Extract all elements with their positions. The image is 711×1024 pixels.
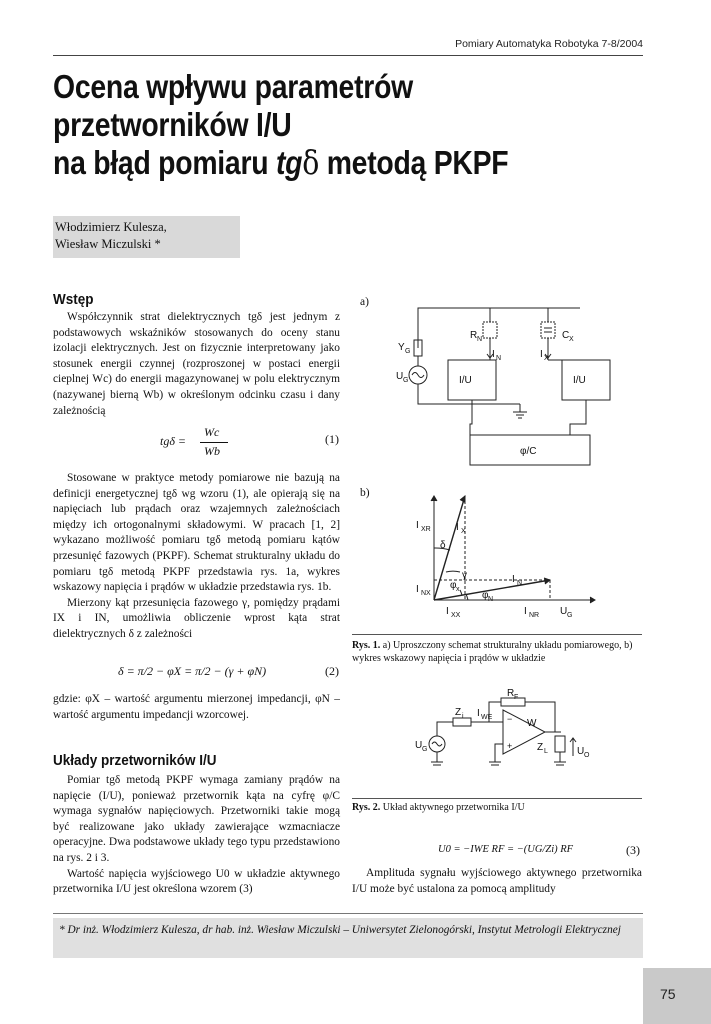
label-ix: I: [540, 349, 543, 360]
figure-2-opamp-circuit: [405, 686, 605, 786]
capacitor-cx: [541, 322, 555, 338]
label-b-in: I: [512, 574, 515, 585]
page-number-box: [643, 968, 711, 1024]
fig2-caption-text: Układ aktywnego przetwornika I/U: [382, 802, 525, 813]
label-inx: I: [416, 584, 419, 595]
fig2-label-w: W: [527, 718, 537, 729]
fig1-caption-text: a) Uproszczony schemat strukturalny układu pomiarowego, b) wykres wskazowy napięcia i prądów w układzie: [352, 640, 633, 664]
title-tg: tg: [275, 144, 303, 181]
fig2-caption-rule: [352, 798, 642, 799]
title-line-3-pre: na błąd pomiaru: [53, 144, 276, 181]
fig2-label-ug: U: [415, 740, 423, 751]
fig1a-wire-top: [418, 308, 580, 336]
author-2: Wiesław Miczulski *: [55, 237, 161, 251]
title-line-1: Ocena wpływu parametrów: [53, 68, 413, 105]
fig1a-label: a): [360, 296, 369, 308]
fig2-label-zi-sub: i: [462, 713, 464, 720]
svg-text:−: −: [507, 714, 513, 724]
label-ixx-sub: XX: [451, 612, 461, 619]
eq1-lhs: tgδ =: [160, 434, 187, 448]
intro-p1: Współczynnik strat dielektrycznych tgδ jest jednym z podstawowych wskaźników stosowanych do oceny stanu izolacji elektrycznych. Jest on fizycznie interpretowany jako stosunek energii czynnej (rozproszonej w postaci energii cieplnej Wc) do energii magazynowanej w polu elektrycznym (nazywanej bierną Wb) w określonym odcinku czasu i dany zależnością: [53, 311, 340, 417]
title-delta: δ: [302, 143, 320, 182]
eq2-text: δ = π/2 − φX = π/2 − (γ + φN): [118, 664, 267, 678]
fig1-caption-rule: [352, 634, 642, 635]
label-delta: δ: [440, 540, 446, 551]
footnote: * Dr inż. Włodzimierz Kulesza, dr hab. inż. Wiesław Miczulski – Uniwersytet Zielonogórski, Instytut Metrologii Elektrycznej: [53, 918, 643, 958]
fig2-label-ug-sub: G: [422, 746, 428, 753]
equation-1: [160, 425, 340, 461]
label-iu-right: I/U: [573, 375, 586, 386]
label-ixx: I: [446, 606, 449, 617]
fig2-zl: [555, 736, 565, 752]
footnote-rule: [53, 913, 643, 914]
label-phix: φ: [450, 580, 457, 591]
converters-p2: Wartość napięcia wyjściowego U0 w układzie aktywnego przetwornika I/U jest określona wzorem (3): [53, 867, 340, 896]
section-heading-converters: Układy przetworników I/U: [53, 752, 217, 769]
label-phi-c: φ/C: [520, 446, 537, 457]
fig2-label-iwe-sub: WE: [481, 714, 493, 721]
fig2-label-rf-sub: F: [514, 694, 519, 701]
label-yg-sub: G: [405, 348, 411, 355]
header-rule: [53, 55, 643, 56]
right-column-paragraph: [352, 866, 642, 897]
iu-box-left: [448, 360, 496, 400]
label-in: I: [492, 349, 495, 360]
resistor-rn: [483, 322, 497, 338]
eq1-numerator: Wc: [204, 425, 220, 439]
label-ix-sub: X: [544, 355, 549, 362]
intro-paragraph-2: [53, 471, 340, 643]
label-cx-sub: X: [569, 336, 574, 343]
fig2-label-iwe: I: [477, 708, 480, 719]
eq1-number: (1): [325, 432, 339, 446]
authors-box: [53, 216, 240, 258]
section-heading-intro: Wstęp: [53, 291, 94, 308]
fig2-label-u0-sub: O: [584, 752, 590, 759]
iu-box-right: [562, 360, 610, 400]
figure-1a-schematic: [370, 300, 640, 470]
label-cx: C: [562, 330, 570, 341]
article-title: [53, 68, 569, 182]
label-ug-sub: G: [403, 377, 409, 384]
journal-header: Pomiary Automatyka Robotyka 7-8/2004: [455, 38, 643, 50]
title-line-2: przetworników I/U: [53, 106, 292, 143]
label-b-in-sub: N: [517, 580, 523, 587]
fig2-caption-label: Rys. 2.: [352, 802, 381, 813]
label-b-ug: U: [560, 606, 568, 617]
title-line-3: [53, 144, 569, 182]
figure-1b-phasor-diagram: [410, 490, 610, 622]
fig2-label-zl: Z: [537, 742, 544, 753]
label-ixr: I: [416, 520, 419, 531]
label-inr: I: [524, 606, 527, 617]
intro-p4: gdzie: φX – wartość argumentu mierzonej impedancji, φN – wartość argumentu impedancji wzorcowej.: [53, 693, 340, 721]
figure-1-caption: [352, 640, 642, 665]
svg-text:+: +: [507, 741, 513, 751]
page-number: 75: [660, 986, 676, 1002]
eq1-fraction-bar: [200, 442, 228, 443]
intro-paragraph-1: [53, 310, 340, 419]
label-ug: U: [396, 371, 404, 382]
eq1-denominator: Wb: [204, 444, 220, 458]
eq2-number: (2): [325, 664, 339, 678]
author-1: Włodzimierz Kulesza,: [55, 220, 167, 234]
label-iu-left: I/U: [459, 375, 472, 386]
label-gamma: γ: [462, 570, 467, 581]
fig1b-label: b): [360, 487, 370, 499]
label-phin: φ: [482, 590, 489, 601]
fig2-label-rf: R: [507, 688, 515, 699]
equation-3: [438, 840, 642, 866]
label-phin-sub: N: [488, 596, 494, 603]
label-b-ix: I: [456, 522, 459, 533]
fig1-caption-label: Rys. 1.: [352, 640, 381, 651]
title-line-3-post: metodą PKPF: [319, 144, 509, 181]
converters-p1: Pomiar tgδ metodą PKPF wymaga zamiany prądów na napięcie (I/U), ponieważ przetwornik kąta na cyfrę φ/C wymaga sygnałów napięciowych. Przetworniki takie mogą być realizowane jako układy zawierające wzmacniacze operacyjne. Dwa podstawowe układy tego typu przedstawiono na rys. 2 i 3.: [53, 774, 340, 864]
right-p1: Amplituda sygnału wyjściowego aktywnego przetwornika I/U może być ustalona za pomocą amplitudy: [352, 867, 642, 895]
converters-paragraphs: [53, 773, 340, 898]
equation-2: [118, 660, 340, 690]
label-in-sub: N: [496, 355, 502, 362]
label-phix-sub: x: [456, 586, 460, 593]
eq3-number: (3): [626, 843, 640, 857]
label-rn-sub: N: [477, 336, 483, 343]
label-rn: R: [470, 330, 478, 341]
label-b-ix-sub: X: [461, 528, 466, 535]
intro-p3: Mierzony kąt przesunięcia fazowego γ, pomiędzy prądami IX i IN, umożliwia obliczenie wprost kąta strat dielektrycznych δ z zależności: [53, 596, 340, 640]
intro-paragraph-3: [53, 692, 340, 723]
label-b-ug-sub: G: [567, 612, 573, 619]
eq3-text: U0 = −IWE RF = −(UG/Zi) RF: [438, 844, 574, 855]
label-inx-sub: NX: [421, 590, 431, 597]
figure-2-caption: [352, 802, 642, 815]
intro-p2: Stosowane w praktyce metody pomiarowe nie bazują na definicji energetycznej tgδ wg wzoru (1), ale opierają się na napięciach lub prądach oraz wzajemnych zależnościach między ich ortogonalnymi składowymi. W pracach [1, 2] wykazano możliwość pomiaru tgδ metodą pomiaru kątów przesunięć fazowych (PKPF). Schemat strukturalny układu do pomiaru tgδ metodą PKPF przedstawia rys. 1a, wykres wskazowy napięcia i prądów w układzie przedstawia rys. 1b.: [53, 472, 340, 594]
label-yg: Y: [398, 342, 405, 353]
fig2-rf: [501, 698, 525, 706]
fig2-label-zi: Z: [455, 707, 462, 718]
label-inr-sub: NR: [529, 612, 540, 619]
label-ixr-sub: XR: [421, 526, 431, 533]
fig2-label-zl-sub: L: [544, 748, 548, 755]
fig2-label-u0: U: [577, 746, 585, 757]
